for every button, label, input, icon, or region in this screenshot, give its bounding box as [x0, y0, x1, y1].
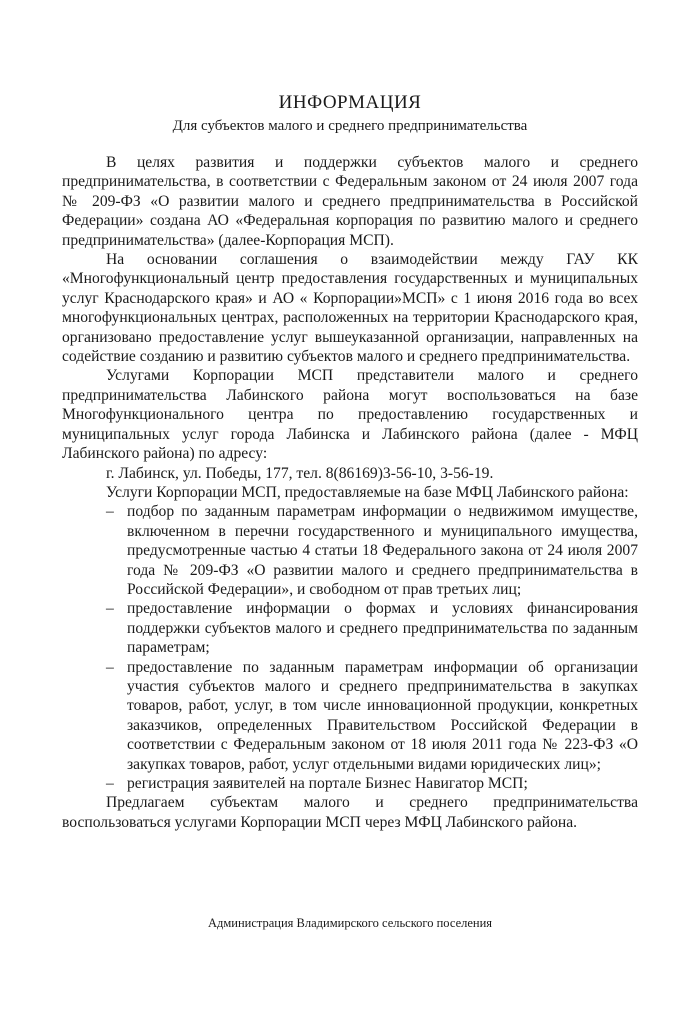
paragraph-services-location: Услугами Корпорации МСП представители малого и среднего предпринимательства Лабинского района могут воспользоваться на базе Многофункционального центра по предоставлению государственных и муниципальных услуг города Лабинска и Лабинского района (далее - МФЦ Лабинского района) по адресу:: [62, 367, 638, 463]
paragraph-agreement: На основании соглашения о взаимодействии между ГАУ КК «Многофункциональный центр предоставления государственных и муниципальных услуг Краснодарского края» и АО « Корпорации»МСП» с 1 июня 2016 года во всех многофункциональных центрах, расположенных на территории Краснодарского края, организовано предоставление услуг вышеуказанной организации, направленных на содействие созданию и развитию субъектов малого и среднего предпринимательства.: [62, 251, 638, 366]
document-subtitle: Для субъектов малого и среднего предпринимательства: [172, 118, 528, 134]
address-line: г. Лабинск, ул. Победы, 177, тел. 8(86169)3-56-10, 3-56-19.: [106, 464, 494, 482]
document-body: [62, 153, 638, 832]
paragraph-intro: В целях развития и поддержки субъектов малого и среднего предпринимательства, в соответствии с Федеральным законом от 24 июля 2007 года № 209-ФЗ «О развитии малого и среднего предпринимательства в Российской Федерации» создана АО «Федеральная корпорация по развитию малого и среднего предпринимательства» (далее-Корпорация МСП).: [62, 154, 638, 249]
signature-line: Администрация Владимирского сельского поселения: [207, 916, 493, 930]
service-item: – подбор по заданным параметрам информации о недвижимом имуществе, включенном в перечни государственного и муниципального имущества, предусмотренные частью 4 статьи 18 Федерального закона от 24 июля 2007 года № 209-ФЗ «О развитии малого и среднего предпринимательства в Российской Федерации», и свободном от прав третьих лиц;: [127, 502, 638, 599]
document-title: ИНФОРМАЦИЯ: [278, 92, 422, 113]
services-list: [62, 502, 638, 793]
closing-paragraph: Предлагаем субъектам малого и среднего предпринимательства воспользоваться услугами Корпорации МСП через МФЦ Лабинского района.: [62, 794, 638, 831]
services-intro: Услуги Корпорации МСП, предоставляемые на базе МФЦ Лабинского района:: [106, 483, 629, 501]
service-item: – предоставление информации о формах и условиях финансирования поддержки субъектов малого и среднего предпринимательства по заданным параметрам;: [127, 599, 638, 657]
service-item: – регистрация заявителей на портале Бизнес Навигатор МСП;: [127, 774, 638, 793]
service-item: – предоставление по заданным параметрам информации об организации участия субъектов малого и среднего предпринимательства в закупках товаров, работ, услуг, в том числе инновационной продукции, конкретных заказчиков, определенных Правительством Российской Федерации в соответствии с Федеральным законом от 18 июля 2011 года № 223-ФЗ «О закупках товаров, работ, услуг отдельными видами юридических лиц»;: [127, 658, 638, 774]
